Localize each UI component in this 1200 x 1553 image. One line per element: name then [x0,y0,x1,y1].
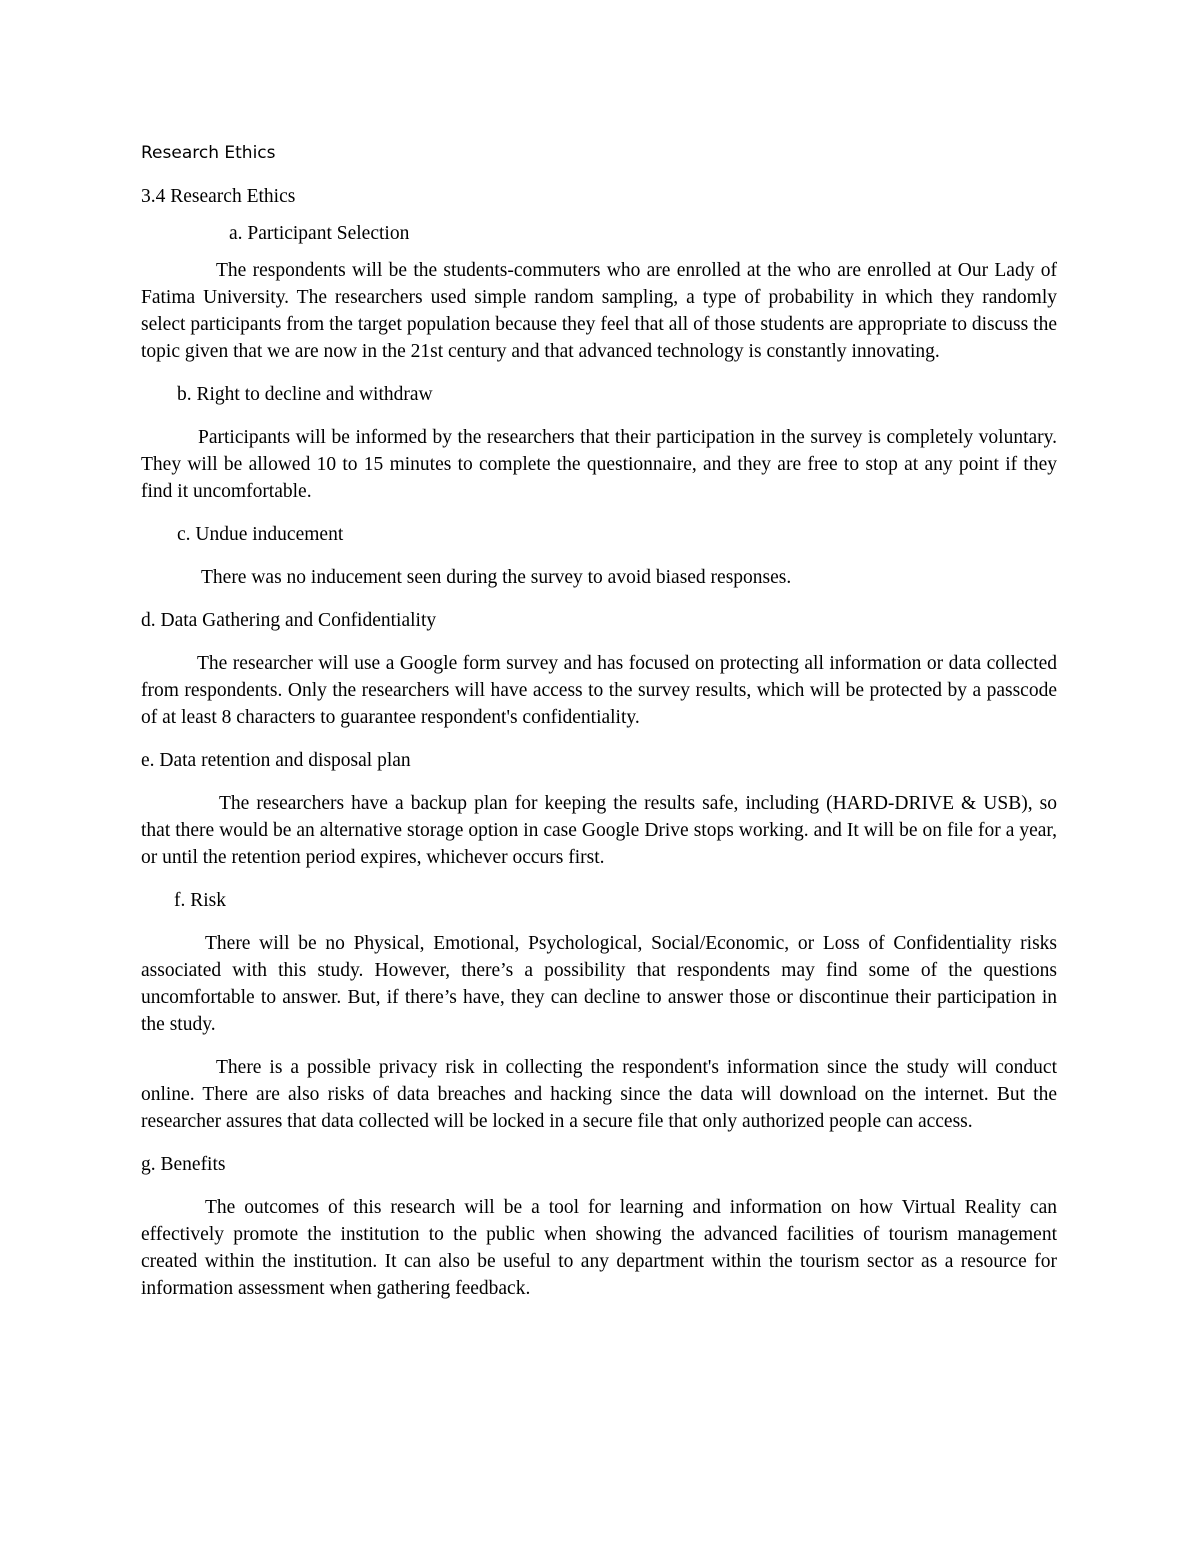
risk-paragraph-1: There will be no Physical, Emotional, Psychological, Social/Economic, or Loss of Confidentiality risks associated with this study. However, there’s a possibility that respondents may find some of the questions uncomfortable to answer. But, if there’s have, they can decline to answer those or discontinue their participation in the study. [141,933,1057,1035]
document-page [141,140,1057,1318]
right-to-decline-paragraph: Participants will be informed by the researchers that their participation in the survey is completely voluntary. They will be allowed 10 to 15 minutes to complete the questionnaire, and they are free to stop at any point if they find it uncomfortable. [141,427,1057,502]
section-heading: 3.4 Research Ethics [141,186,296,207]
subsection-heading-benefits: g. Benefits [141,1154,226,1175]
subsection-heading-risk: f. Risk [174,890,227,911]
data-gathering-paragraph: The researcher will use a Google form survey and has focused on protecting all information or data collected from respondents. Only the researchers will have access to the survey results, which will be protected by a passcode of at least 8 characters to guarantee respondent's confidentiality. [141,653,1057,728]
subsection-heading-data-retention: e. Data retention and disposal plan [141,750,411,771]
subsection-heading-data-gathering: d. Data Gathering and Confidentiality [141,610,437,631]
subsection-heading-right-to-decline: b. Right to decline and withdraw [177,384,433,405]
data-retention-paragraph: The researchers have a backup plan for keeping the results safe, including (HARD-DRIVE & USB), so that there would be an alternative storage option in case Google Drive stops working. and It will be on file for a year, or until the retention period expires, whichever occurs first. [141,793,1057,868]
undue-inducement-paragraph: There was no inducement seen during the survey to avoid biased responses. [201,567,792,588]
subsection-heading-participant-selection: a. Participant Selection [229,223,410,244]
participant-selection-paragraph: The respondents will be the students-commuters who are enrolled at the who are enrolled at Our Lady of Fatima University. The researchers used simple random sampling, a type of probability in which they randomly select participants from the target population because they feel that all of those students are appropriate to discuss the topic given that we are now in the 21st century and that advanced technology is constantly innovating. [141,260,1057,362]
risk-paragraph-2: There is a possible privacy risk in collecting the respondent's information since the study will conduct online. There are also risks of data breaches and hacking since the data will download on the internet. But the researcher assures that data collected will be locked in a secure file that only authorized people can access. [141,1057,1057,1132]
document-title: Research Ethics [141,143,276,163]
benefits-paragraph: The outcomes of this research will be a tool for learning and information on how Virtual Reality can effectively promote the institution to the public when showing the advanced facilities of tourism management created within the institution. It can also be useful to any department within the tourism sector as a resource for information assessment when gathering feedback. [141,1197,1057,1299]
subsection-heading-undue-inducement: c. Undue inducement [177,524,344,545]
